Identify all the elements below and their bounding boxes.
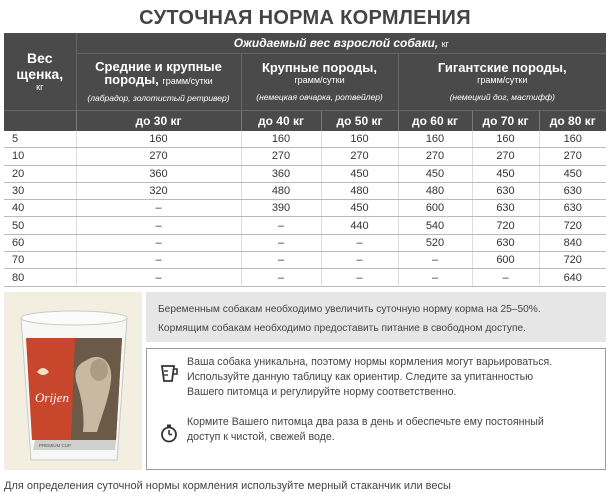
product-brand: Orijen: [35, 390, 69, 405]
feeding-amount-cell: –: [76, 200, 241, 217]
table-row: [4, 217, 606, 234]
feeding-amount-cell: 390: [241, 200, 321, 217]
table-row: [4, 165, 606, 182]
measuring-cup-icon: [159, 363, 179, 383]
weight-column-header: до 50 кг: [321, 111, 398, 132]
table-body: [4, 131, 606, 286]
notes-panel: [146, 292, 606, 342]
feeding-amount-cell: 520: [398, 234, 472, 251]
puppy-weight-header: Вес щенка, кг: [4, 33, 76, 111]
feeding-amount-cell: 480: [241, 182, 321, 199]
breed-header-medium-large: Средние и крупные породы, грамм/сутки (лабрадор, золотистый ретривер): [76, 54, 241, 111]
feeding-amount-cell: 450: [321, 200, 398, 217]
table-row: [4, 148, 606, 165]
feeding-amount-cell: 450: [472, 165, 539, 182]
puppy-weight-cell: 80: [4, 269, 76, 286]
feeding-amount-cell: 270: [539, 148, 606, 165]
feeding-amount-cell: 450: [398, 165, 472, 182]
weight-column-header: до 40 кг: [241, 111, 321, 132]
puppy-weight-cell: 10: [4, 148, 76, 165]
feeding-amount-cell: –: [76, 217, 241, 234]
feeding-amount-cell: 480: [398, 182, 472, 199]
table-row: [4, 182, 606, 199]
table-row: [4, 234, 606, 251]
feeding-amount-cell: 320: [76, 182, 241, 199]
feeding-amount-cell: 630: [472, 234, 539, 251]
feeding-amount-cell: 640: [539, 269, 606, 286]
feeding-amount-cell: –: [76, 269, 241, 286]
feeding-amount-cell: 360: [76, 165, 241, 182]
feeding-amount-cell: 720: [539, 252, 606, 269]
feeding-amount-cell: 840: [539, 234, 606, 251]
feeding-amount-cell: 160: [241, 131, 321, 148]
weight-column-header: до 30 кг: [76, 111, 241, 132]
feeding-amount-cell: 450: [321, 165, 398, 182]
feeding-amount-cell: 720: [539, 217, 606, 234]
weight-column-blank: [4, 111, 76, 132]
feeding-amount-cell: –: [321, 234, 398, 251]
feeding-amount-cell: 270: [241, 148, 321, 165]
feeding-amount-cell: –: [398, 252, 472, 269]
feeding-amount-cell: 270: [398, 148, 472, 165]
table-row: [4, 252, 606, 269]
feeding-amount-cell: 270: [472, 148, 539, 165]
table-row: [4, 269, 606, 286]
feeding-amount-cell: –: [76, 252, 241, 269]
page-title: СУТОЧНАЯ НОРМА КОРМЛЕНИЯ: [139, 7, 471, 29]
feeding-amount-cell: 630: [472, 200, 539, 217]
feeding-amount-cell: 360: [241, 165, 321, 182]
feeding-amount-cell: –: [321, 269, 398, 286]
feeding-amount-cell: 160: [321, 131, 398, 148]
feeding-amount-cell: 270: [76, 148, 241, 165]
stopwatch-icon: [159, 423, 179, 443]
expected-weight-header: Ожидаемый вес взрослой собаки, кг: [76, 33, 606, 54]
feeding-amount-cell: 160: [76, 131, 241, 148]
puppy-weight-cell: 5: [4, 131, 76, 148]
feeding-amount-cell: –: [241, 269, 321, 286]
feeding-amount-cell: 480: [321, 182, 398, 199]
tip-portion: Ваша собака уникальна, поэтому нормы кормления могут варьироваться. Используйте данную таблицу как ориентир. Следите за упитанностью Вашего питомца и регулируйте норму соответственно.: [187, 356, 553, 398]
feeding-amount-cell: –: [321, 252, 398, 269]
feeding-amount-cell: –: [472, 269, 539, 286]
breed-header-giant: Гигантские породы, грамм/сутки (немецкий дог, мастифф): [437, 59, 567, 102]
note-nursing: Кормящим собакам необходимо предоставить питание в свободном доступе.: [158, 323, 526, 334]
feeding-table: [4, 33, 606, 287]
feeding-amount-cell: 160: [398, 131, 472, 148]
feeding-amount-cell: 270: [321, 148, 398, 165]
puppy-weight-cell: 30: [4, 182, 76, 199]
feeding-amount-cell: 440: [321, 217, 398, 234]
table-row: [4, 200, 606, 217]
weight-column-header: до 80 кг: [539, 111, 606, 132]
feeding-amount-cell: –: [76, 234, 241, 251]
footer-text: Для определения суточной нормы кормления используйте мерный стаканчик или весы: [4, 480, 451, 492]
product-image-panel: [4, 292, 142, 470]
puppy-weight-cell: 50: [4, 217, 76, 234]
feeding-amount-cell: 630: [539, 200, 606, 217]
note-pregnant: Беременным собакам необходимо увеличить суточную норму корма на 25–50%.: [158, 304, 541, 315]
puppy-weight-cell: 60: [4, 234, 76, 251]
puppy-weight-cell: 20: [4, 165, 76, 182]
tip-schedule: Кормите Вашего питомца два раза в день и обеспечьте ему постоянный доступ к чистой, свежей воде.: [187, 416, 544, 443]
feeding-amount-cell: 630: [539, 182, 606, 199]
feeding-amount-cell: –: [241, 234, 321, 251]
feeding-amount-cell: 600: [472, 252, 539, 269]
feeding-amount-cell: 720: [472, 217, 539, 234]
feeding-amount-cell: 630: [472, 182, 539, 199]
weight-column-header: до 70 кг: [472, 111, 539, 132]
measuring-cup-image: [17, 300, 131, 465]
feeding-amount-cell: 450: [539, 165, 606, 182]
feeding-amount-cell: –: [241, 252, 321, 269]
feeding-amount-cell: –: [398, 269, 472, 286]
puppy-weight-cell: 70: [4, 252, 76, 269]
feeding-amount-cell: 160: [472, 131, 539, 148]
feeding-amount-cell: –: [241, 217, 321, 234]
tips-panel: [146, 348, 606, 470]
product-cup-text: PREMIUM CUP: [39, 443, 72, 448]
table-row: [4, 131, 606, 148]
feeding-amount-cell: 160: [539, 131, 606, 148]
puppy-weight-cell: 40: [4, 200, 76, 217]
feeding-amount-cell: 600: [398, 200, 472, 217]
feeding-amount-cell: 540: [398, 217, 472, 234]
breed-header-large: Крупные породы, грамм/сутки (немецкая овчарка, ротвейлер): [241, 54, 398, 111]
weight-column-header: до 60 кг: [398, 111, 472, 132]
